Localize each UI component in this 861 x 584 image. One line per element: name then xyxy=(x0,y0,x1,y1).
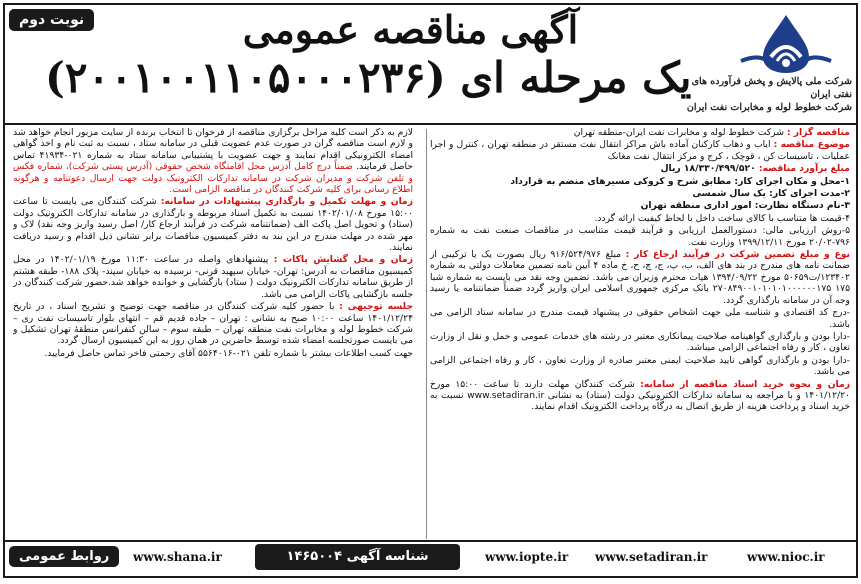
submission-deadline: زمان و مهلت تکمیل و بارگذاری پیشنهادات در سامانه: شرکت کنندگان می بایست تا ساعت ۱۵:۰۰ مورخ ۱۴۰۲/۰۱/۰۸ نسبت به تکمیل اسناد مربوطه و بارگذاری در سامانه تدارکات الکترونیک دولت (ستاد) و تحویل اصل پاکت الف (ضمانتنامه شرکت در فرآیند ارجاع کار/ اصل رسید واریز وجه نقد) لاک و مهر شده در مهلت مندرج در این بند به دفتر کمیسیون مناقصات برابر نشانی ذیل اقدام و رسید دریافت نمایند. xyxy=(13,196,413,254)
contractor-certificate-note: -دارا بودن و بارگذاری گواهینامه صلاحیت پیمانکاری معتبر در رشته های خدمات عمومی و حمل و نقل از وزارت تعاون ، کار و رفاه اجتماعی الزامی میباشد. xyxy=(430,330,850,354)
evaluation-method: ۵-روش ارزیابی مالی: دستورالعمل ارزیابی و فرآیند قیمت متناسب در مناقصات صنعت نفت به شماره ۷۹۶-۲۰/۰۲ مورخ ۱۳۹۹/۱۲/۱۱ وزارت نفت. xyxy=(430,225,850,248)
second-round-badge: نوبت دوم xyxy=(9,9,94,31)
tender-subject: موضوع مناقصه : ایاب و ذهاب کارکنان آماده باش مراکز انتقال نفت مستقر در منطقه تهران ، کنترل و اجرا عملیات ، تاسیسات کن ، قوچک ، کرج و مرکز انتقال نفت مغانک xyxy=(430,139,850,162)
notice-subtitle: یک مرحله ای (۲۰۰۱۰۰۱۱۰۵۰۰۰۲۳۶) xyxy=(45,53,692,102)
company-logo xyxy=(726,13,846,73)
notice-header xyxy=(5,5,856,125)
work-duration: ۲-مدت اجرای کار: یک سال شمسی xyxy=(692,188,850,200)
notice-body xyxy=(5,125,856,543)
oil-drop-logo-icon xyxy=(731,13,841,73)
website-link-iopte[interactable]: www.iopte.ir xyxy=(485,550,569,564)
safety-certificate-note: -دارا بودن و بارگذاری گواهی تایید صلاحیت ایمنی معتبر صادره از وزارت تعاون ، کار و رفاه اجتماعی الزامی می باشد. xyxy=(430,354,850,378)
notice-title: آگهی مناقصه عمومی xyxy=(242,7,579,52)
estimated-amount: مبلغ برآورد مناقصه: ۱۸/۳۳۰/۴۹۹/۵۲۰ ریال xyxy=(660,163,850,175)
ad-identifier: شناسه آگهی ۱۴۶۵۰۰۴ xyxy=(255,544,460,570)
public-relations-label: روابط عمومی xyxy=(9,546,119,567)
website-link-setadiran[interactable]: www.setadiran.ir xyxy=(595,550,708,564)
tender-organizer: مناقصه گزار : شرکت خطوط لوله و مخابرات نفت ایران-منطقه تهران xyxy=(573,127,850,138)
briefing-session: جلسه توجیهی : با حضور کلیه شرکت کنندگان در مناقصه جهت توضیح و تشریح اسناد ، در تاریخ ۱۴۰۱/۱۲/۲۴ ساعت ۱۰:۰۰ صبح به نشانی : تهران – جاده قدیم قم – انتهای بلوار تاسیسات نفت ری – شرکت خطوط لوله و مخابرات نفت منطقه تهران – طبقه سوم – سالن کنفرانس منطقهٔ تهران تشکیل و می بایست صورتجلسه امضاء شده توسط حاضرین در همان روز به این کمیسیون ارسال گردد. xyxy=(13,301,413,347)
registration-note: لازم به ذکر است کلیه مراحل برگزاری مناقصه از فرخوان تا انتخاب برنده از سایت مزبور انجام خواهد شد و لازم است مناقصه گران در صورت عدم عضویت قبلی در سامانه ستاد ، نسبت به ثبت نام و اخذ گواهی امضاء الکترونیکی اقدام نمایند و جهت عضویت با پشتیبانی سامانه ستاد به شماره ۰۲۱-۴۱۹۳۴ تماس حاصل فرمایند. ضمناً درج کامل آدرس محل اقامتگاه شخص حقوقی (آدرس پستی شرکت)، شماره فکس و تلفن شرکت و مدیران شرکت در سامانه تدارکات الکترونیک دولت جهت ارسال دعوتنامه و هرگونه اطلاع رسانی برای کلیه شرکت کنندگان در مناقصه الزامی است. xyxy=(13,127,413,196)
economic-code-note: -درج کد اقتصادی و شناسه ملی جهت اشخاص حقوقی در پیشنهاد قیمت مندرج در سامانه ستاد الزامی می باشد. xyxy=(430,307,850,330)
supervisor: ۳-نام دستگاه نظارت: امور اداری منطقه تهران xyxy=(640,200,850,212)
tender-notice xyxy=(3,3,858,578)
guarantee: نوع و مبلغ تضمین شرکت در فرآیند ارجاع کار : مبلغ ۹۱۶/۵۲۴/۹۷۶ ریال بصورت یک یا ترکیبی از ضمانت نامه های مندرج در بند های الف، ب، پ، ج، چ، ح، خ ماده ۴ آیین نامه تضمین معاملات دولتی به شماره ۱۲۳۴۰۲/ت۵۰۶۵۹ مورخ ۱۳۹۴/۰۹/۲۲ هیات محترم وزیران می باشد. تضمین وجه نقد می بایست به شماره شبا ۱۷۵ ۲۷۰۸۴۹۰۰۱۰۱۰۱۰۱۰۰۰۰۰۰۱۷۵ بانک مرکزی جمهوری اسلامی ایران واریز گردد ضمناً ضمانتنامه یا رسید وجه آن در سامانه بارگذاری گردد. xyxy=(430,249,850,306)
notice-footer xyxy=(5,540,856,576)
right-column xyxy=(430,127,850,541)
opening-time: زمان و محل گشایش پاکات : پیشنهادهای واصله در ساعت ۱۱:۳۰ مورخ ۱۴۰۲/۰۱/۱۹ در محل کمیسیون مناقصات به آدرس: تهران- خیابان سپهبد قرنی- نرسیده به خیابان سپند- پلاک ۱۸۸- طبقه هشتم از طریق سامانه تدارکات الکترونیک دولت ( ستاد) بازگشایی و خوانده خواهد شد.حضور شرکت کنندگان در جلسه بازگشایی پاکات الزامی می باشد. xyxy=(13,254,413,300)
contact-info: جهت کسب اطلاعات بیشتر با شماره تلفن ۰۲۱-۵۵۶۴۰۱۶ آقای رحمتی فاخر تماس حاصل فرمایید. xyxy=(44,347,413,359)
company-name: شرکت ملی پالایش و پخش فرآورده های نفتی ایران شرکت خطوط لوله و مخابرات نفت ایران xyxy=(686,76,852,113)
work-location: ۱-محل و مکان اجرای کار: مطابق شرح و کروکی مسیرهای منضم به قرارداد xyxy=(510,175,850,187)
left-column xyxy=(13,127,413,541)
document-purchase: زمان و نحوه خرید اسناد مناقصه از سامانه: شرکت کنندگان مهلت دارند تا ساعت ۱۵:۰۰ مورخ ۱۴۰۱/۱۲/۲۰ و با مراجعه به سامانه تدارکات الکترونیکی دولت (ستاد) به نشانی www.setadiran.ir نسبت به خرید اسناد و پرداخت هزینه از طریق اتصال به درگاه پرداخت الکترونیک اقدام نمایند. xyxy=(430,378,850,413)
website-link-shana[interactable]: www.shana.ir xyxy=(133,550,222,564)
price-note: ۴-قیمت ها متناسب با کالای ساخت داخل با لحاظ کیفیت ارائه گردد. xyxy=(594,212,850,224)
column-divider xyxy=(426,129,427,539)
website-link-nioc[interactable]: www.nioc.ir xyxy=(747,550,825,564)
